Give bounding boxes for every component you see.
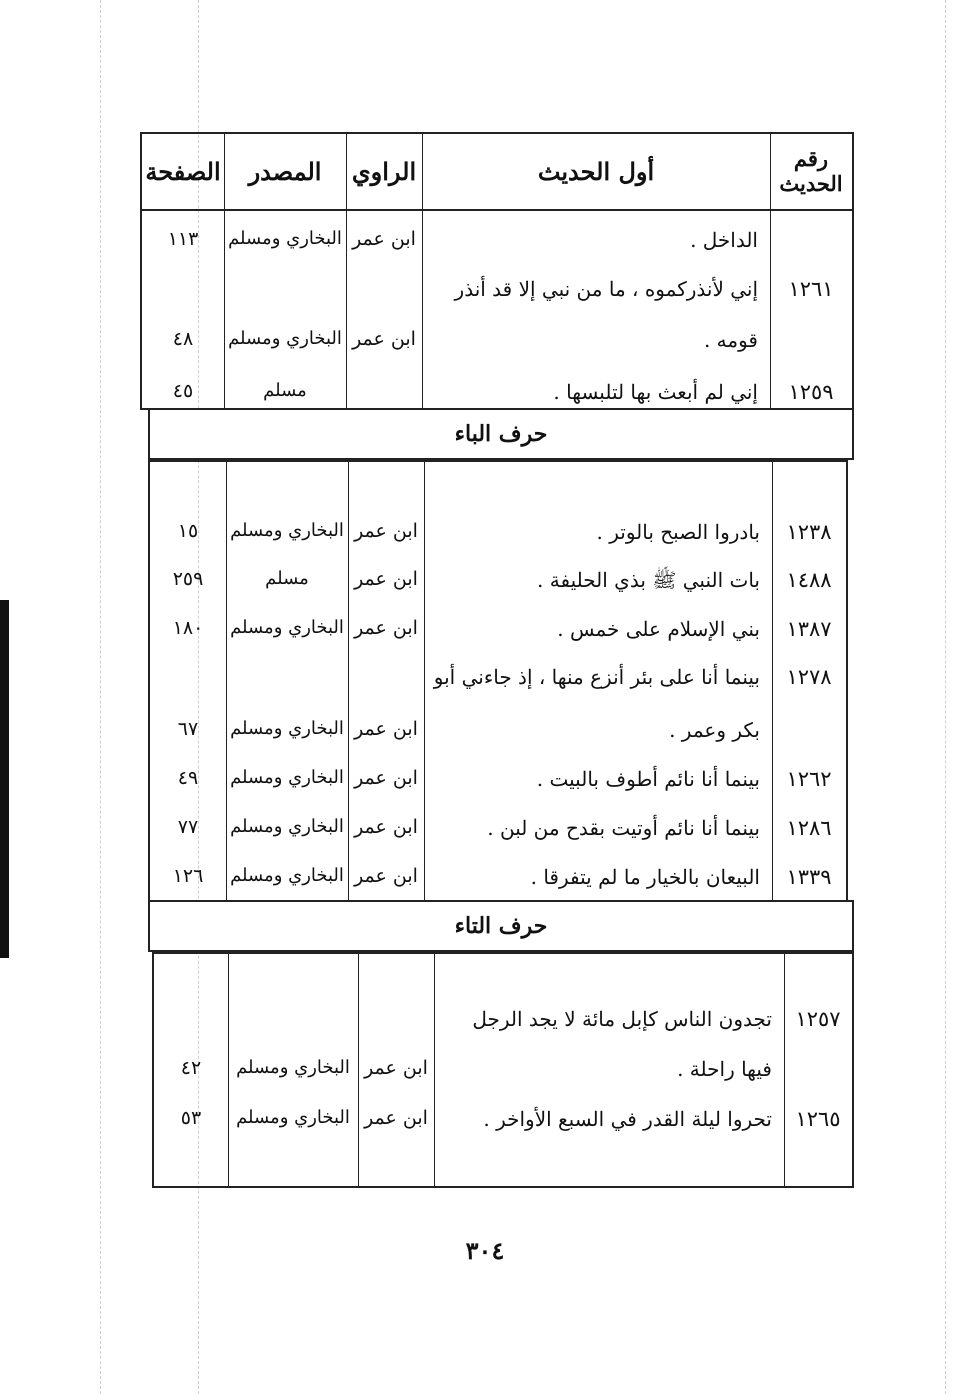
hadith-number: ١٢٨٦ — [786, 816, 832, 840]
hadith-number: ١٢٣٨ — [786, 520, 832, 544]
hadith-text: بات النبي ﷺ بذي الحليفة . — [537, 568, 760, 592]
source-cell: البخاري ومسلم — [228, 228, 342, 249]
source-cell: البخاري ومسلم — [230, 865, 344, 886]
hadith-text: فيها راحلة . — [677, 1057, 772, 1081]
header-narrator: الراوي — [351, 156, 417, 186]
table-section-alif — [140, 132, 854, 410]
narrator-cell: ابن عمر — [364, 1107, 428, 1129]
page-ref: ١٨٠ — [172, 617, 204, 639]
hadith-text: بينما أنا على بئر أنزع منها ، إذ جاءني أبو — [433, 665, 760, 689]
hadith-number: ١٣٣٩ — [786, 865, 832, 889]
narrator-cell: ابن عمر — [354, 520, 418, 542]
column-divider — [424, 462, 425, 904]
column-divider — [434, 954, 435, 1186]
source-cell: البخاري ومسلم — [230, 520, 344, 541]
hadith-text: قومه . — [703, 328, 758, 352]
table-header — [142, 134, 852, 211]
page-ref: ٦٧ — [177, 718, 199, 740]
source-cell: البخاري ومسلم — [236, 1057, 350, 1078]
hadith-number: ١٤٨٨ — [786, 568, 832, 592]
source-cell: مسلم — [265, 568, 309, 589]
table-section-ba — [148, 460, 848, 906]
hadith-number: ١٢٦١ — [788, 277, 834, 301]
hadith-text: إني لم أبعث بها لتلبسها . — [553, 380, 758, 404]
hadith-number: ١٢٥٧ — [795, 1007, 841, 1031]
narrator-cell: ابن عمر — [354, 617, 418, 639]
hadith-number: ١٢٦٢ — [786, 767, 832, 791]
hadith-number: ١٢٦٥ — [795, 1107, 841, 1131]
hadith-text: الداخل . — [690, 228, 758, 252]
hadith-text: إني لأنذركموه ، ما من نبي إلا قد أنذر — [454, 277, 758, 301]
hadith-index-table — [140, 132, 854, 1188]
hadith-text: بكر وعمر . — [669, 718, 760, 742]
header-hadith-number: رقم الحديث — [779, 146, 843, 196]
narrator-cell: ابن عمر — [354, 816, 418, 838]
page-ref: ١٢٦ — [172, 865, 204, 887]
hadith-text: بينما أنا نائم أوتيت بقدح من لبن . — [487, 816, 760, 840]
narrator-cell: ابن عمر — [354, 568, 418, 590]
source-cell: البخاري ومسلم — [228, 328, 342, 349]
page-ref: ١١٣ — [167, 228, 199, 250]
table-section-ta — [152, 952, 854, 1188]
source-cell: البخاري ومسلم — [230, 718, 344, 739]
hadith-number: ١٢٧٨ — [786, 665, 832, 689]
source-cell: البخاري ومسلم — [230, 767, 344, 788]
narrator-cell: ابن عمر — [352, 228, 416, 250]
narrator-cell: ابن عمر — [354, 767, 418, 789]
hadith-number: ١٢٥٩ — [788, 380, 834, 404]
hadith-text: البيعان بالخيار ما لم يتفرقا . — [530, 865, 760, 889]
hadith-text: بني الإسلام على خمس . — [557, 617, 760, 641]
source-cell: البخاري ومسلم — [230, 816, 344, 837]
page-ref: ٤٢ — [180, 1057, 202, 1079]
hadith-text: تحروا ليلة القدر في السبع الأواخر . — [483, 1107, 772, 1131]
header-page: الصفحة — [145, 156, 221, 186]
source-cell: البخاري ومسلم — [230, 617, 344, 638]
narrator-cell: ابن عمر — [352, 328, 416, 350]
header-hadith-beginning: أول الحديث — [537, 156, 655, 186]
column-divider — [784, 954, 785, 1186]
page-ref: ٤٨ — [172, 328, 194, 350]
source-cell: مسلم — [263, 380, 307, 401]
page-ref: ٧٧ — [177, 816, 199, 838]
hadith-text: تجدون الناس كإبل مائة لا يجد الرجل — [472, 1007, 772, 1031]
narrator-cell: ابن عمر — [354, 718, 418, 740]
book-spine-shadow — [0, 600, 9, 958]
section-heading-ba: حرف الباء — [148, 408, 854, 460]
page-ref: ١٥ — [177, 520, 199, 542]
source-cell: البخاري ومسلم — [236, 1107, 350, 1128]
page-ref: ٥٣ — [180, 1107, 202, 1129]
header-source: المصدر — [248, 156, 322, 186]
scan-guide-line — [100, 0, 101, 1394]
page-number: ٣٠٤ — [465, 1236, 505, 1265]
section-heading-ta: حرف التاء — [148, 900, 854, 952]
page-ref: ٢٥٩ — [172, 568, 204, 590]
hadith-number: ١٣٨٧ — [786, 617, 832, 641]
narrator-cell: ابن عمر — [354, 865, 418, 887]
page-ref: ٤٥ — [172, 380, 194, 402]
hadith-text: بينما أنا نائم أطوف بالبيت . — [536, 767, 760, 791]
page-ref: ٤٩ — [177, 767, 199, 789]
hadith-text: بادروا الصبح بالوتر . — [596, 520, 760, 544]
narrator-cell: ابن عمر — [364, 1057, 428, 1079]
scan-guide-line — [945, 0, 946, 1394]
